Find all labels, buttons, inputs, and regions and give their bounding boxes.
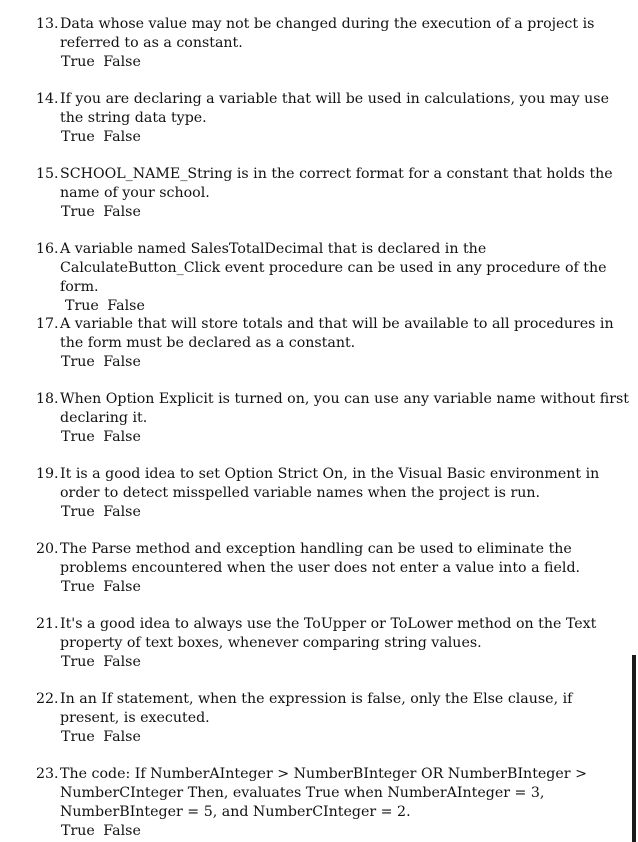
question-20 — [36, 540, 636, 597]
answer-choices — [36, 128, 636, 147]
answer-choices — [36, 503, 636, 522]
choice-false: False — [103, 504, 141, 520]
question-text: It's a good idea to always use the ToUpper or ToLower method on the Text property of text boxes, whenever comparing string values. — [60, 616, 597, 651]
choice-true: True — [61, 654, 95, 670]
question-text: Data whose value may not be changed during the execution of a project is referred to as a constant. — [60, 16, 595, 51]
question-22 — [36, 690, 636, 747]
choice-false: False — [103, 729, 141, 745]
question-18 — [36, 390, 636, 447]
question-number: 18. — [36, 391, 59, 407]
question-number: 15. — [36, 166, 59, 182]
answer-choices — [36, 297, 636, 316]
question-19 — [36, 465, 636, 522]
question-21 — [36, 615, 636, 672]
answer-choices — [36, 53, 636, 72]
choice-false: False — [103, 654, 141, 670]
question-number: 21. — [36, 616, 59, 632]
choice-true: True — [61, 429, 95, 445]
question-text: The code: If NumberAInteger > NumberBInteger OR NumberBInteger > NumberCInteger Then, evaluates True when NumberAInteger = 3, NumberBInteger = 5, and NumberCInteger = 2. — [60, 766, 587, 820]
question-text: In an If statement, when the expression is false, only the Else clause, if present, is executed. — [60, 691, 573, 726]
choice-true: True — [61, 504, 95, 520]
choice-false: False — [103, 129, 141, 145]
answer-choices — [36, 428, 636, 447]
choice-false: False — [103, 823, 141, 839]
choice-false: False — [103, 204, 141, 220]
choice-false: False — [103, 54, 141, 70]
question-23 — [36, 765, 636, 841]
question-text: If you are declaring a variable that will be used in calculations, you may use the string data type. — [60, 91, 609, 126]
question-14 — [36, 90, 636, 147]
question-text: It is a good idea to set Option Strict On, in the Visual Basic environment in order to detect misspelled variable names when the project is run. — [60, 466, 600, 501]
question-text: When Option Explicit is turned on, you can use any variable name without first declaring it. — [60, 391, 629, 426]
answer-choices — [36, 822, 636, 841]
answer-choices — [36, 578, 636, 597]
question-number: 16. — [36, 241, 59, 257]
choice-true: True — [61, 54, 95, 70]
question-16 — [36, 240, 636, 316]
question-number: 22. — [36, 691, 59, 707]
question-17 — [36, 315, 636, 372]
right-edge-rule — [632, 655, 636, 842]
question-13 — [36, 15, 636, 72]
choice-true: True — [61, 579, 95, 595]
question-text: A variable that will store totals and that will be available to all procedures in the form must be declared as a constant. — [60, 316, 614, 351]
question-number: 20. — [36, 541, 59, 557]
choice-true: True — [61, 354, 95, 370]
question-number: 17. — [36, 316, 59, 332]
answer-choices — [36, 728, 636, 747]
choice-true: True — [61, 823, 95, 839]
choice-true: True — [61, 729, 95, 745]
choice-false: False — [103, 579, 141, 595]
answer-choices — [36, 203, 636, 222]
question-15 — [36, 165, 636, 222]
question-number: 19. — [36, 466, 59, 482]
question-number: 13. — [36, 16, 59, 32]
question-text: The Parse method and exception handling can be used to eliminate the problems encountered when the user does not enter a value into a field. — [60, 541, 581, 576]
question-text: A variable named SalesTotalDecimal that is declared in the CalculateButton_Click event procedure can be used in any procedure of the form. — [60, 241, 607, 295]
choice-true: True — [61, 204, 95, 220]
question-text: SCHOOL_NAME_String is in the correct format for a constant that holds the name of your school. — [60, 166, 613, 201]
choice-false: False — [107, 298, 145, 314]
choice-false: False — [103, 354, 141, 370]
question-number: 23. — [36, 766, 59, 782]
choice-false: False — [103, 429, 141, 445]
choice-true: True — [61, 129, 95, 145]
choice-true: True — [65, 298, 99, 314]
answer-choices — [36, 653, 636, 672]
answer-choices — [36, 353, 636, 372]
question-number: 14. — [36, 91, 59, 107]
